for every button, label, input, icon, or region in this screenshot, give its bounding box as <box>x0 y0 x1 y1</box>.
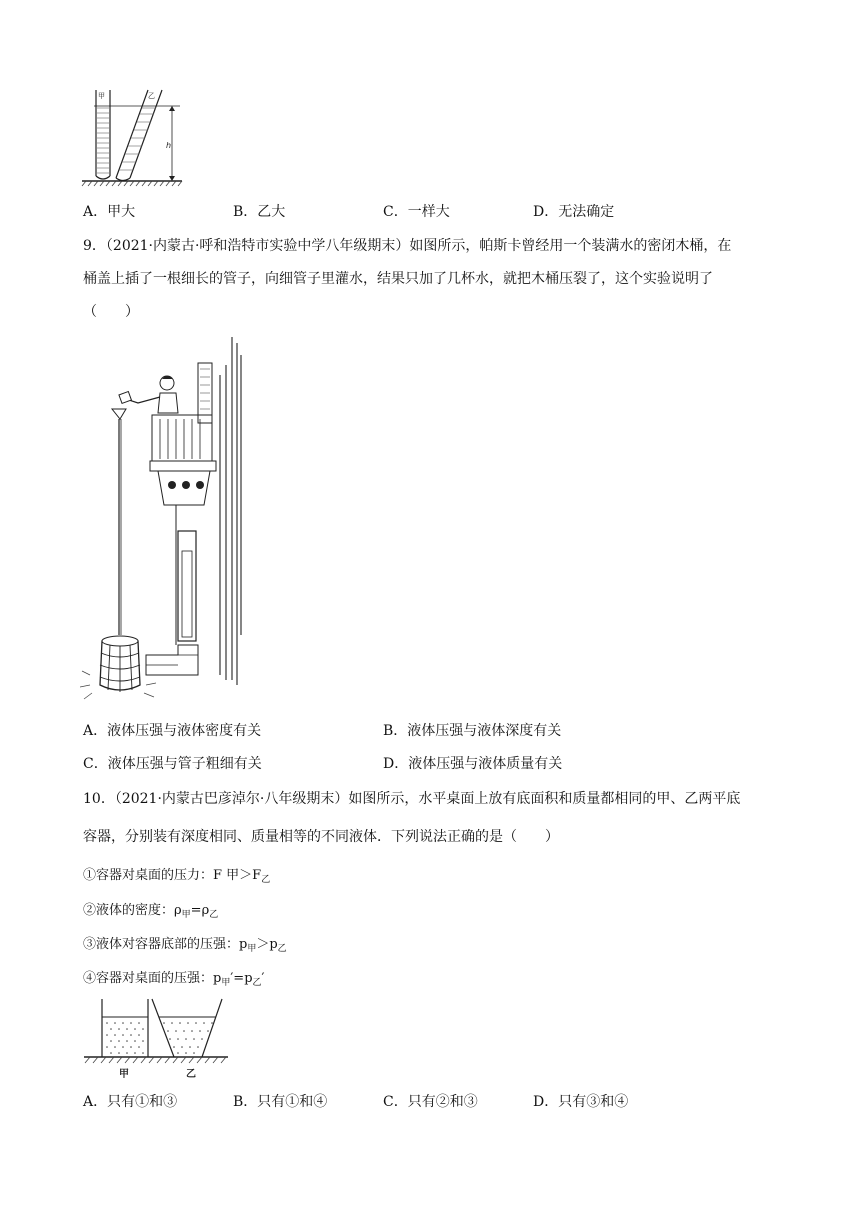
q9-pascal-barrel-figure <box>80 335 245 705</box>
q8-label-h: h <box>166 141 172 150</box>
q10-option-c: C．只有②和③ <box>383 1094 478 1110</box>
q8-option-b: B．乙大 <box>233 204 286 220</box>
q9-option-c: C．液体压强与管子粗细有关 <box>83 756 262 772</box>
q10-stem-line1: 10．（2021·内蒙古巴彦淖尔·八年级期末）如图所示，水平桌面上放有底面积和质量都相同的甲、乙两平底 <box>83 791 741 807</box>
q10-option-a: A．只有①和③ <box>83 1094 178 1110</box>
q8-label-jia: 甲 <box>98 92 105 100</box>
q10-stem-line2: 容器，分别装有深度相同、质量相等的不同液体．下列说法正确的是（ ） <box>83 829 559 845</box>
q8-option-c: C．一样大 <box>383 204 450 220</box>
q10-label-yi: 乙 <box>186 1069 196 1080</box>
q8-label-yi: 乙 <box>148 92 155 100</box>
q8-option-a: A．甲大 <box>83 204 136 220</box>
q10-statement-2: ②液体的密度：$\rho_甲=\rho_乙$ <box>83 903 219 920</box>
q10-label-jia: 甲 <box>119 1069 129 1080</box>
q9-option-b: B．液体压强与液体深度有关 <box>383 723 562 739</box>
q9-stem-line2: 桶盖上插了一根细长的管子，向细管子里灌水，结果只加了几杯水，就把木桶压裂了，这个实验说明了 <box>83 271 713 287</box>
q9-option-d: D．液体压强与液体质量有关 <box>383 756 563 772</box>
q9-stem-line1: 9．（2021·内蒙古·呼和浩特市实验中学八年级期末）如图所示，帕斯卡曾经用一个装满水的密闭木桶，在 <box>83 238 732 254</box>
q10-statement-3: ③液体对容器底部的压强：$p_甲>p_乙$ <box>83 937 287 954</box>
q9-stem-line3: （ ） <box>83 304 139 320</box>
q10-containers-figure <box>82 995 232 1081</box>
q8-tube-figure <box>80 86 186 188</box>
q8-option-d: D．无法确定 <box>533 204 615 220</box>
q10-option-b: B．只有①和④ <box>233 1094 328 1110</box>
q10-statement-1: ①容器对桌面的压力：F 甲$>F_乙$ <box>83 868 271 885</box>
q10-statement-4: ④容器对桌面的压强：$p_甲'=p_乙'$ <box>83 971 265 988</box>
q9-option-a: A．液体压强与液体密度有关 <box>83 723 262 739</box>
q10-option-d: D．只有③和④ <box>533 1094 629 1110</box>
